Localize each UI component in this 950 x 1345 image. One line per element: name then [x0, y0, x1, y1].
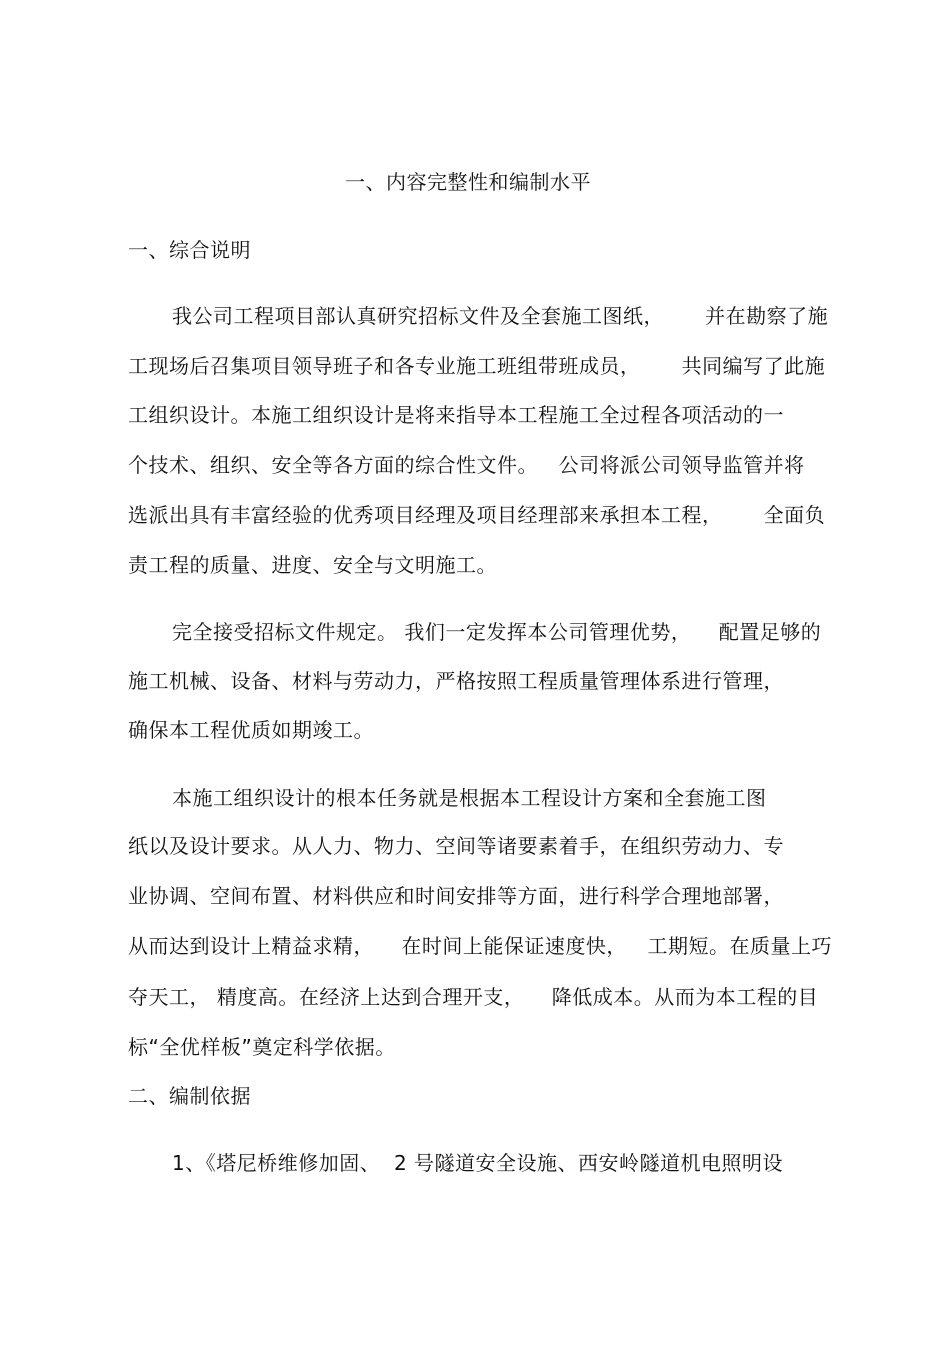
paragraph-line: 本施工组织设计的根本任务就是根据本工程设计方案和全套施工图	[172, 786, 767, 810]
paragraph-line: 夺天工， 精度高。在经济上达到合理开支， 降低成本。从而为本工程的目	[128, 985, 819, 1009]
section-heading-general-description: 一、综合说明	[128, 238, 251, 262]
paragraph-line: 从而达到设计上精益求精， 在时间上能保证速度快， 工期短。在质量上巧	[128, 934, 833, 958]
paragraph-line: 个技术、组织、安全等各方面的综合性文件。 公司将派公司领导监管并将	[128, 453, 805, 477]
paragraph-line: 确保本工程优质如期竣工。	[128, 718, 374, 742]
paragraph-line: 选派出具有丰富经验的优秀项目经理及项目经理部来承担本工程， 全面负	[128, 503, 826, 527]
paragraph-line: 工组织设计。本施工组织设计是将来指导本工程施工全过程各项活动的一	[128, 403, 784, 427]
paragraph-line: 我公司工程项目部认真研究招标文件及全套施工图纸， 并在勘察了施	[172, 304, 829, 328]
paragraph-line: 工现场后召集项目领导班子和各专业施工班组带班成员， 共同编写了此施	[128, 354, 826, 378]
paragraph-line: 责工程的质量、进度、安全与文明施工。	[128, 553, 497, 577]
paragraph-line: 业协调、空间布置、材料供应和时间安排等方面，进行科学合理地部署，	[128, 884, 784, 908]
paragraph-line: 标“全优样板”奠定科学依据。	[128, 1035, 396, 1059]
list-item: 1、《塔尼桥维修加固、 2 号隧道安全设施、西安岭隧道机电照明设	[172, 1151, 784, 1175]
paragraph-line: 施工机械、设备、材料与劳动力，严格按照工程质量管理体系进行管理，	[128, 669, 784, 693]
paragraph-line: 纸以及设计要求。从人力、物力、空间等诸要素着手，在组织劳动力、专	[128, 834, 784, 858]
paragraph-line: 完全接受招标文件规定。 我们一定发挥本公司管理优势， 配置足够的	[172, 620, 822, 644]
document-title: 一、内容完整性和编制水平	[345, 170, 591, 194]
section-heading-compilation-basis: 二、编制依据	[128, 1084, 251, 1108]
